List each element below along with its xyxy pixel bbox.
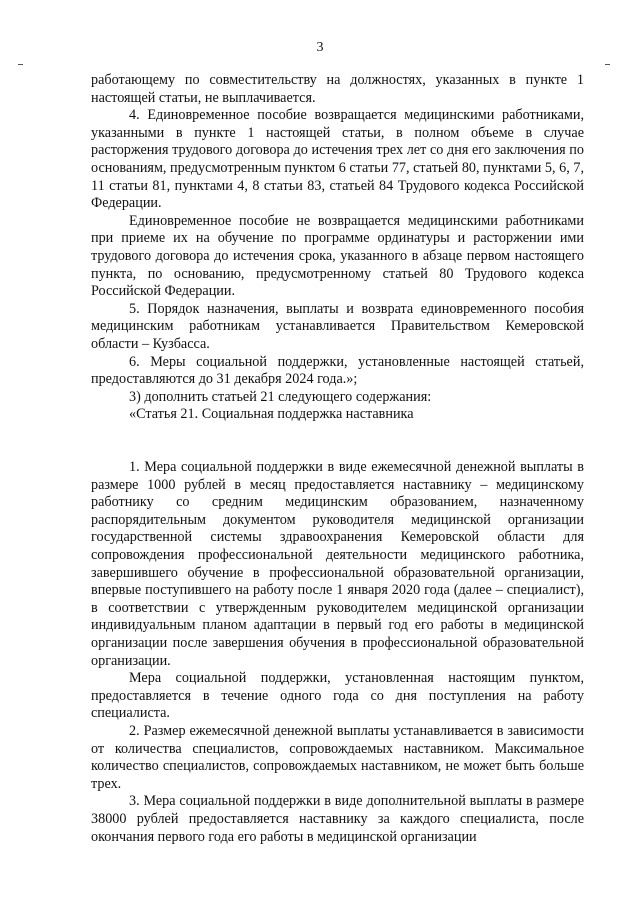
blank-line xyxy=(91,441,584,459)
document-body xyxy=(91,72,584,846)
article-21-item-1-second: Мера социальной поддержки, установленная настоящим пунктом, предоставляется в течение одного года со дня поступления на работу специалиста. xyxy=(91,670,584,722)
paragraph-amendment-3: 3) дополнить статьей 21 следующего содержания: xyxy=(129,388,432,405)
article-21-heading: «Статья 21. Социальная поддержка наставника xyxy=(129,406,414,423)
paragraph-item-5: 5. Порядок назначения, выплаты и возврата единовременного пособия медицинским работникам устанавливается Правительством Кемеровской области – Кузбасса. xyxy=(91,300,584,352)
paragraph-item-4: 4. Единовременное пособие возвращается медицинскими работниками, указанными в пункте 1 настоящей статьи, в полном объеме в случае расторжения трудового договора до истечения трех лет со дня его заключения по основаниям, предусмотренным пунктом 6 статьи 77, статьей 80, пунктами 5, 6, 7, 11 статьи 81, пунктами 4, 8 статьи 83, статьей 84 Трудового кодекса Российской Федерации. xyxy=(91,107,584,212)
paragraph-item-4-second: Единовременное пособие не возвращается медицинскими работниками при приеме их на обучение по программе ординатуры и расторжении ими трудового договора до истечения срока, указанного в абзаце первом настоящего пункта, по основанию, предусмотренному статьей 80 Трудового кодекса Российской Федерации. xyxy=(91,212,584,300)
article-21-item-2: 2. Размер ежемесячной денежной выплаты устанавливается в зависимости от количества специалистов, сопровождаемых наставником. Максимальное количество специалистов, сопровождаемых наставником, не может быть больше трех. xyxy=(91,722,584,792)
paragraph-continuation: работающему по совместительству на должностях, указанных в пункте 1 настоящей статьи, не выплачивается. xyxy=(91,72,584,106)
page-number: 3 xyxy=(316,40,324,55)
article-21-item-3: 3. Мера социальной поддержки в виде дополнительной выплаты в размере 38000 рублей предоставляется наставнику за каждого специалиста, после окончания первого года его работы в медицинской организации xyxy=(91,793,584,845)
scan-mark-right xyxy=(605,64,610,65)
paragraph-item-6: 6. Меры социальной поддержки, установленные настоящей статьей, предоставляются до 31 декабря 2024 года.»; xyxy=(91,353,584,388)
scan-mark-left xyxy=(18,64,23,65)
article-21-item-1: 1. Мера социальной поддержки в виде ежемесячной денежной выплаты в размере 1000 рублей в месяц предоставляется наставнику – медицинскому работнику со средним медицинским образованием, назначенному распорядительным документом руководителя медицинской организации государственной системы здравоохранения Кемеровской области для сопровождения профессиональной деятельности медицинского работника, завершившего обучение в профессиональной образовательной организации, впервые поступившего на работу после 1 января 2020 года (далее – специалист), в соответствии с утвержденным руководителем медицинской организации индивидуальным планом адаптации в первый год его работы в медицинской организации после завершения обучения в профессиональной образовательной организации. xyxy=(91,459,584,669)
